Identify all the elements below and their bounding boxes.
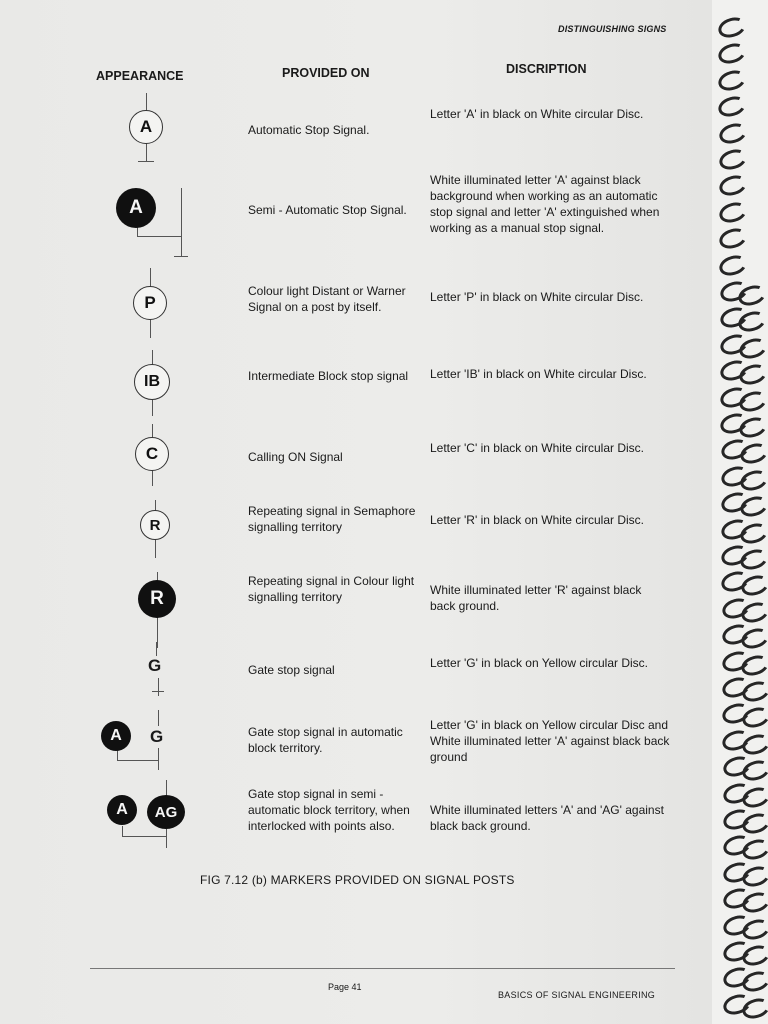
post-base <box>138 161 154 162</box>
marker-disc-white: C <box>135 437 169 471</box>
provided-on-cell: Gate stop signal in semi - automatic block territory, when interlocked with points also. <box>248 787 410 833</box>
post-line <box>156 642 157 656</box>
marker-disc-white: P <box>133 286 167 320</box>
post-link <box>122 836 166 837</box>
post-line <box>158 678 159 696</box>
binding-coil <box>716 14 749 41</box>
post-line <box>158 710 159 726</box>
post-base <box>152 691 164 692</box>
running-head: DISTINGUISHING SIGNS <box>558 24 667 34</box>
provided-on-cell: Automatic Stop Signal. <box>248 123 370 137</box>
figure-caption: FIG 7.12 (b) MARKERS PROVIDED ON SIGNAL POSTS <box>200 873 515 887</box>
binding-coil <box>716 67 749 94</box>
description-cell: Letter 'G' in black on Yellow circular Disc and White illuminated letter 'A' against black back ground <box>430 718 670 764</box>
provided-on-cell: Repeating signal in Semaphore signalling territory <box>248 504 416 534</box>
post-link <box>137 236 181 237</box>
description-cell: White illuminated letter 'R' against black back ground. <box>430 583 642 613</box>
post-link <box>117 760 158 761</box>
binding-coil <box>717 199 750 226</box>
description-cell: Letter 'P' in black on White circular Disc. <box>430 290 644 304</box>
header-appearance: APPEARANCE <box>96 69 184 83</box>
binding-coil <box>717 173 750 200</box>
description-cell: Letter 'G' in black on Yellow circular Disc. <box>430 656 649 670</box>
provided-on-cell: Intermediate Block stop signal <box>248 369 409 383</box>
spiral-binding <box>712 0 768 1024</box>
footer-divider <box>90 968 675 969</box>
page-number: Page 41 <box>328 982 362 992</box>
marker-disc-black: R <box>138 580 176 618</box>
binding-coil <box>717 146 750 173</box>
binding-coil <box>716 41 749 68</box>
marker-disc-white: A <box>129 110 163 144</box>
description-cell: Letter 'A' in black on White circular Disc. <box>430 107 644 121</box>
marker-disc-black: AG <box>147 795 185 829</box>
marker-letter: G <box>148 656 162 675</box>
marker-disc-black: A <box>116 188 156 228</box>
marker-disc-white: R <box>140 510 170 540</box>
provided-on-cell: Gate stop signal in automatic block territory. <box>248 725 403 755</box>
binding-coil <box>716 120 749 147</box>
header-provided-on: PROVIDED ON <box>282 66 370 80</box>
provided-on-cell: Semi - Automatic Stop Signal. <box>248 203 407 217</box>
marker-letter: G <box>150 727 164 746</box>
marker-disc-black: A <box>101 721 131 751</box>
description-cell: Letter 'C' in black on White circular Disc. <box>430 441 644 455</box>
provided-on-cell: Repeating signal in Colour light signalling territory <box>248 574 415 604</box>
book-title: BASICS OF SIGNAL ENGINEERING <box>498 990 656 1000</box>
post-base <box>174 256 188 257</box>
marker-disc-white: IB <box>134 364 170 400</box>
provided-on-cell: Calling ON Signal <box>248 450 343 464</box>
post-line <box>158 748 159 770</box>
provided-on-cell: Gate stop signal <box>248 663 335 677</box>
description-cell: White illuminated letter 'A' against black background when working as an automatic stop signal and letter 'A' extinguished when working as a manual stop signal. <box>430 173 660 235</box>
description-cell: Letter 'IB' in black on White circular Disc. <box>430 367 647 381</box>
binding-coil <box>717 225 750 252</box>
provided-on-cell: Colour light Distant or Warner Signal on a post by itself. <box>248 284 406 314</box>
description-cell: Letter 'R' in black on White circular Disc. <box>430 513 644 527</box>
binding-coil <box>717 252 750 279</box>
header-description: DISCRIPTION <box>506 62 587 76</box>
post-line <box>181 188 182 256</box>
marker-disc-black: A <box>107 795 137 825</box>
post-line <box>122 826 123 836</box>
post-line <box>166 828 167 848</box>
description-cell: White illuminated letters 'A' and 'AG' against black back ground. <box>430 803 664 833</box>
binding-coil <box>716 93 749 120</box>
